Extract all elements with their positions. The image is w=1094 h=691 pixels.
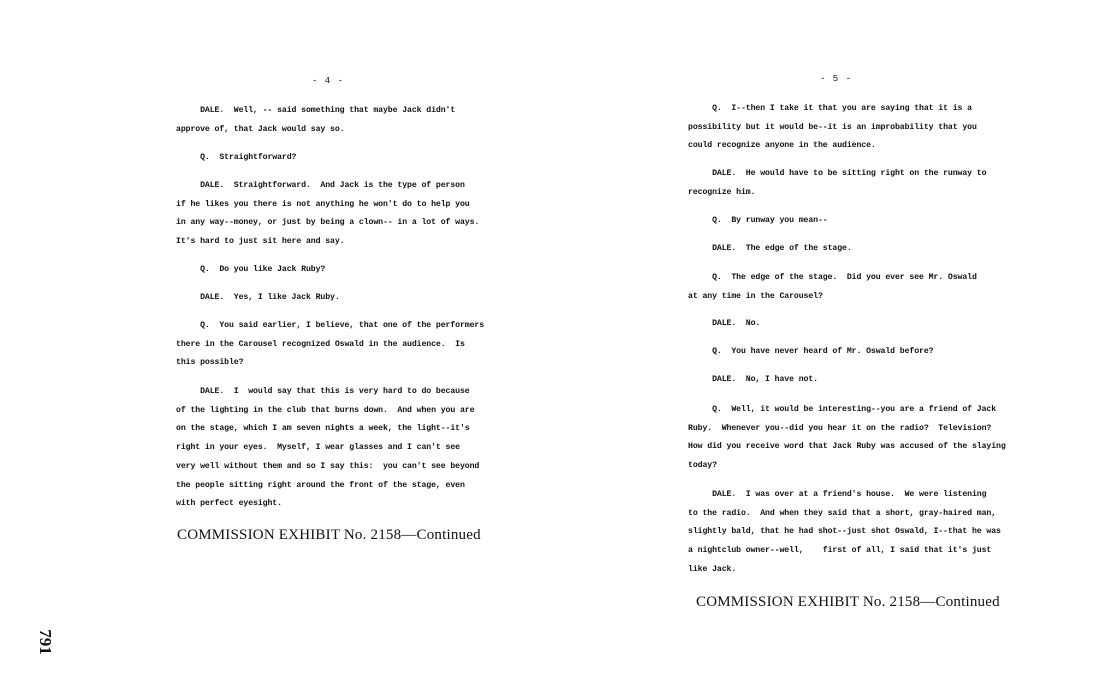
transcript-paragraph: Q. You said earlier, I believe, that one of the performers there in the Carousel recognized Oswald in the audience. Is this possible?: [176, 321, 485, 368]
exhibit-caption: COMMISSION EXHIBIT No. 2158—Continued: [696, 594, 1000, 610]
transcript-paragraph: Q. Straightforward?: [176, 153, 297, 162]
transcript-paragraph: Q. The edge of the stage. Did you ever see Mr. Oswald at any time in the Carousel?: [688, 273, 977, 301]
transcript-paragraph: Q. Do you like Jack Ruby?: [176, 265, 326, 274]
transcript-paragraph: DALE. Well, -- said something that maybe Jack didn't approve of, that Jack would say so.: [176, 106, 456, 134]
transcript-paragraph: DALE. No.: [688, 319, 761, 328]
transcript-paragraph: DALE. The edge of the stage.: [688, 244, 852, 253]
transcript-paragraph: Q. By runway you mean--: [688, 216, 828, 225]
transcript-paragraph: DALE. He would have to be sitting right on the runway to recognize him.: [688, 169, 987, 197]
transcript-paragraph: DALE. Straightforward. And Jack is the type of person if he likes you there is not anything he won't do to help you in any way--money, or just by being a clown-- in a lot of ways. It's hard to just sit here and say.: [176, 181, 480, 247]
margin-page-number: 791: [35, 629, 55, 655]
page-number: - 4 -: [312, 76, 345, 86]
page-number: - 5 -: [820, 74, 853, 84]
transcript-paragraph: Q. I--then I take it that you are saying that it is a possibility but it would be--it is an improbability that you could recognize anyone in the audience.: [688, 104, 977, 151]
transcript-paragraph: Q. You have never heard of Mr. Oswald before?: [688, 347, 934, 356]
transcript-paragraph: DALE. I was over at a friend's house. We were listening to the radio. And when they said that a short, gray-haired man, slightly bald, that he had shot--just shot Oswald, I--that he was a nightclub owner--well, first of all, I said that it's just like Jack.: [688, 490, 1001, 574]
transcript-paragraph: DALE. Yes, I like Jack Ruby.: [176, 293, 340, 302]
exhibit-caption: COMMISSION EXHIBIT No. 2158—Continued: [177, 527, 481, 543]
right-document-page: [547, 0, 1094, 691]
transcript-paragraph: DALE. I would say that this is very hard to do because of the lighting in the club that burns down. And when you are on the stage, which I am seven nights a week, the light--it's right in your eyes. Myself, I wear glasses and I can't see very well without them and so I say this: you can't see beyond the people sitting right around the front of the stage, even with perfect eyesight.: [176, 387, 480, 509]
transcript-paragraph: Q. Well, it would be interesting--you are a friend of Jack Ruby. Whenever you--did you hear it on the radio? Television? How did you receive word that Jack Ruby was accused of the slaying today?: [688, 405, 1006, 471]
transcript-paragraph: DALE. No, I have not.: [688, 375, 818, 384]
